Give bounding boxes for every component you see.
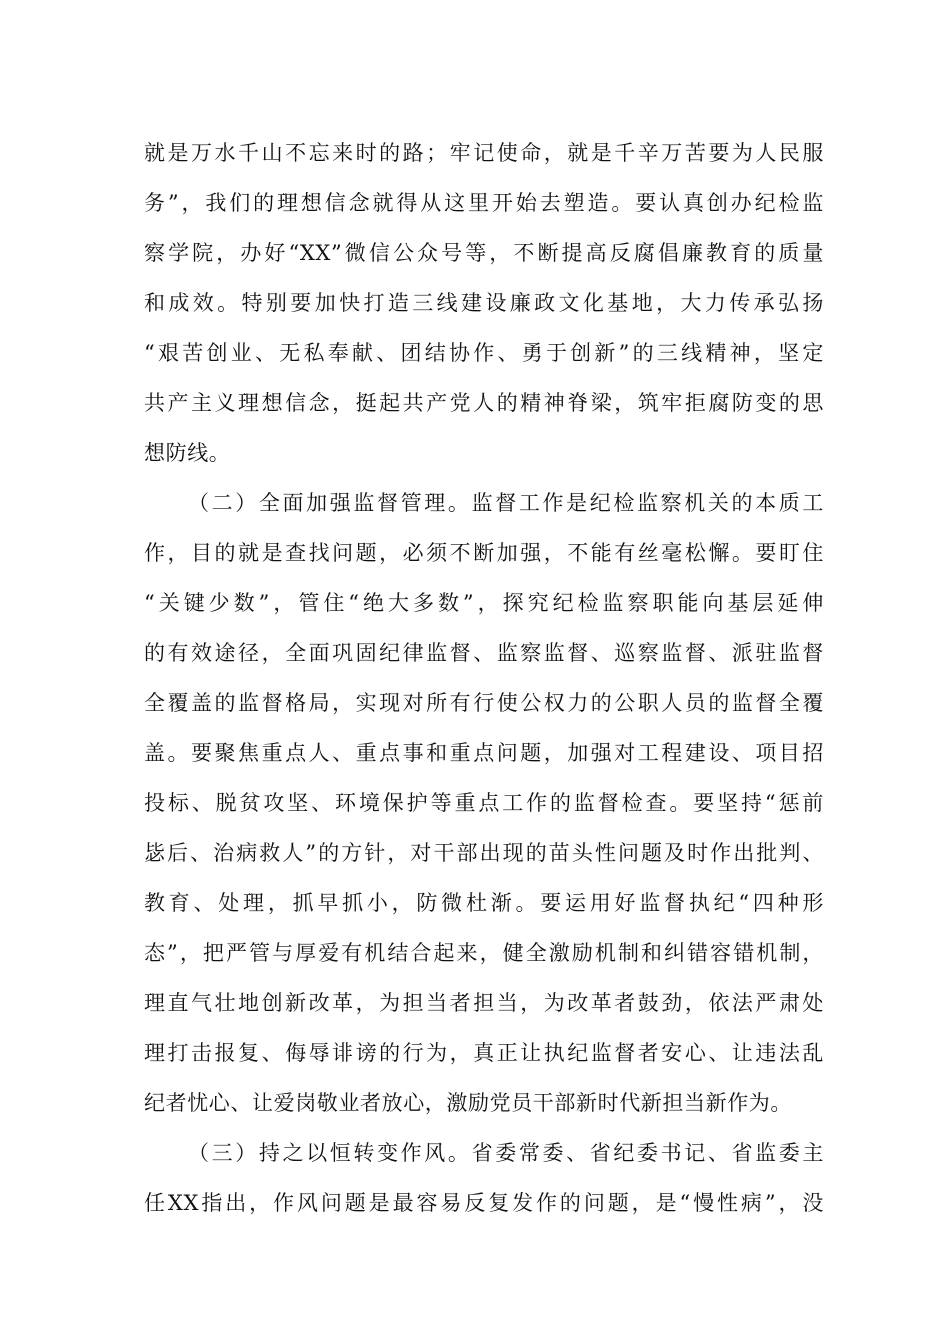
text-line: 就是万水千山不忘来时的路；牢记使命，就是千辛万苦要为人民服 bbox=[144, 141, 824, 165]
text-line: 理直气壮地创新改革，为担当者担当，为改革者鼓劲，依法严肃处 bbox=[144, 991, 824, 1015]
text-line: 的有效途径，全面巩固纪律监督、监察监督、巡察监督、派驻监督 bbox=[144, 641, 824, 665]
text-line: “关键少数”，管住“绝大多数”，探究纪检监察职能向基层延伸 bbox=[144, 591, 824, 615]
text-line: 盖。要聚焦重点人、重点事和重点问题，加强对工程建设、项目招 bbox=[144, 741, 824, 765]
text-line: 毖后、治病救人”的方针，对干部出现的苗头性问题及时作出批判、 bbox=[144, 841, 824, 865]
text-line: 共产主义理想信念，挺起共产党人的精神脊梁，筑牢拒腐防变的思 bbox=[144, 391, 824, 415]
text-line: “艰苦创业、无私奉献、团结协作、勇于创新”的三线精神，坚定 bbox=[144, 341, 824, 365]
text-line: 教育、处理，抓早抓小，防微杜渐。要运用好监督执纪“四种形 bbox=[144, 891, 824, 915]
text-line: 察学院，办好“XX”微信公众号等，不断提高反腐倡廉教育的质量 bbox=[144, 241, 824, 265]
text-line: 全覆盖的监督格局，实现对所有行使公权力的公职人员的监督全覆 bbox=[144, 691, 824, 715]
paragraph-heading-3: （三）持之以恒转变作风。省委常委、省纪委书记、省监委主 bbox=[188, 1141, 824, 1165]
text-line: 理打击报复、侮辱诽谤的行为，真正让执纪监督者安心、让违法乱 bbox=[144, 1041, 824, 1065]
body-text bbox=[144, 128, 824, 1228]
text-line: 和成效。特别要加快打造三线建设廉政文化基地，大力传承弘扬 bbox=[144, 291, 824, 315]
text-line: 作，目的就是查找问题，必须不断加强，不能有丝毫松懈。要盯住 bbox=[144, 541, 824, 565]
text-line: 态”，把严管与厚爱有机结合起来，健全激励机制和纠错容错机制， bbox=[144, 941, 824, 965]
text-line: 想防线。 bbox=[144, 441, 231, 465]
text-line: 任XX指出，作风问题是最容易反复发作的问题，是“慢性病”，没 bbox=[144, 1191, 824, 1215]
text-line: 投标、脱贫攻坚、环境保护等重点工作的监督检查。要坚持“惩前 bbox=[144, 791, 824, 815]
text-line: 纪者忧心、让爱岗敬业者放心，激励党员干部新时代新担当新作为。 bbox=[144, 1091, 792, 1115]
paragraph-heading-2: （二）全面加强监督管理。监督工作是纪检监察机关的本质工 bbox=[188, 491, 824, 515]
text-line: 务”，我们的理想信念就得从这里开始去塑造。要认真创办纪检监 bbox=[144, 191, 824, 215]
